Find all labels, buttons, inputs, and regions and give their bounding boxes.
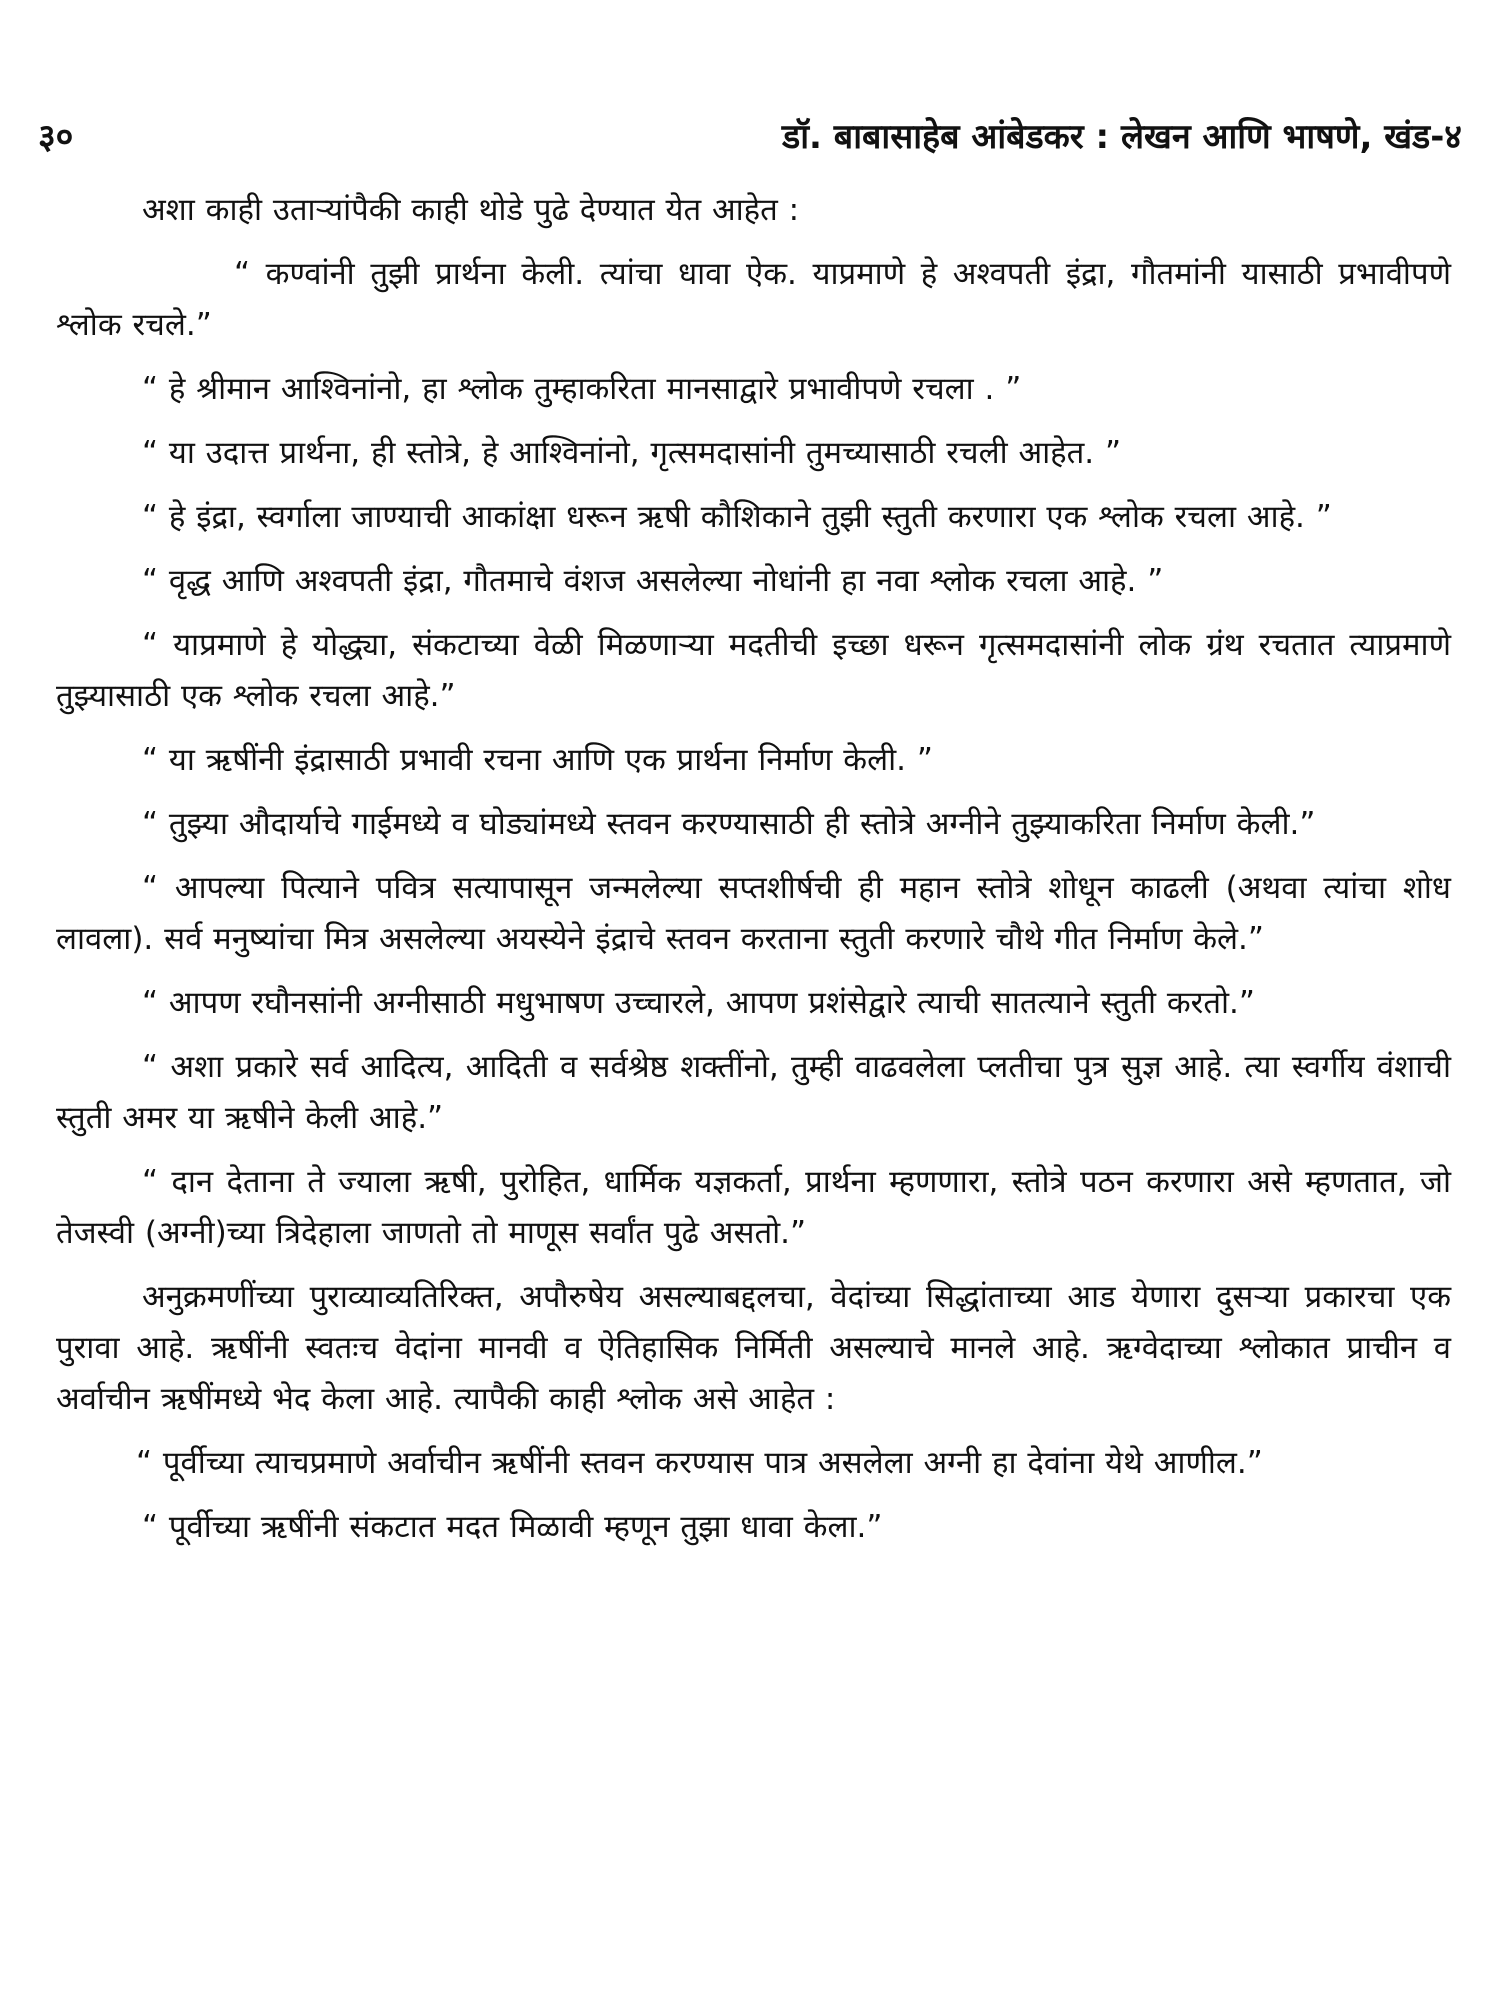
quote-paragraph: “ वृद्ध आणि अश्वपती इंद्रा, गौतमाचे वंशज असलेल्या नोधांनी हा नवा श्लोक रचला आहे. ” xyxy=(142,563,1164,599)
quote-paragraph: “ हे इंद्रा, स्वर्गाला जाण्याची आकांक्षा धरून ऋषी कौशिकाने तुझी स्तुती करणारा एक श्लोक रचला आहे. ” xyxy=(142,499,1332,535)
quote-paragraph: “ आपल्या पित्याने पवित्र सत्यापासून जन्मलेल्या सप्तशीर्षची ही महान स्तोत्रे शोधून काढली (अथवा त्यांचा शोध लावला). सर्व मनुष्यांचा मित्र असलेल्या अयस्येने इंद्राचे स्तवन करताना स्तुती करणारे चौथे गीत निर्माण केले.” xyxy=(56,870,1451,957)
quote-paragraph: “ या ऋषींनी इंद्रासाठी प्रभावी रचना आणि एक प्रार्थना निर्माण केली. ” xyxy=(142,742,933,778)
page-number: ३० xyxy=(38,117,74,157)
quote-paragraph: “ अशा प्रकारे सर्व आदित्य, आदिती व सर्वश्रेष्ठ शक्तींनो, तुम्ही वाढवलेला प्लतीचा पुत्र सुज्ञ आहे. त्या स्वर्गीय वंशाची स्तुती अमर या ऋषीने केली आहे.” xyxy=(56,1049,1451,1136)
running-title: डॉ. बाबासाहेब आंबेडकर : लेखन आणि भाषणे, खंड-४ xyxy=(782,117,1462,157)
quote-paragraph: “ कण्वांनी तुझी प्रार्थना केली. त्यांचा धावा ऐक. याप्रमाणे हे अश्वपती इंद्रा, गौतमांनी यासाठी प्रभावीपणे श्लोक रचले.” xyxy=(56,256,1451,343)
quote-paragraph: “ याप्रमाणे हे योद्ध्या, संकटाच्या वेळी मिळणाऱ्या मदतीची इच्छा धरून गृत्समदासांनी लोक ग्रंथ रचतात त्याप्रमाणे तुझ्यासाठी एक श्लोक रचला आहे.” xyxy=(56,627,1451,714)
quote-paragraph: “ आपण रघौनसांनी अग्नीसाठी मधुभाषण उच्चारले, आपण प्रशंसेद्वारे त्याची सातत्याने स्तुती करतो.” xyxy=(142,985,1255,1021)
quote-paragraph: “ या उदात्त प्रार्थना, ही स्तोत्रे, हे आश्विनांनो, गृत्समदासांनी तुमच्यासाठी रचली आहेत. ” xyxy=(142,435,1122,471)
quote-paragraph: “ पूर्वीच्या ऋषींनी संकटात मदत मिळावी म्हणून तुझा धावा केला.” xyxy=(142,1509,883,1545)
quote-paragraph: “ तुझ्या औदार्याचे गाईमध्ये व घोड्यांमध्ये स्तवन करण्यासाठी ही स्तोत्रे अग्नीने तुझ्याकरिता निर्माण केली.” xyxy=(142,806,1316,842)
page-header xyxy=(38,112,1462,162)
body-text xyxy=(56,185,1451,1566)
quote-paragraph: “ हे श्रीमान आश्विनांनो, हा श्लोक तुम्हाकरिता मानसाद्वारे प्रभावीपणे रचला . ” xyxy=(142,371,1022,407)
quote-paragraph: “ पूर्वीच्या त्याचप्रमाणे अर्वाचीन ऋषींनी स्तवन करण्यास पात्र असलेला अग्नी हा देवांना येथे आणील.” xyxy=(136,1445,1263,1481)
intro-paragraph: अशा काही उताऱ्यांपैकी काही थोडे पुढे देण्यात येत आहेत : xyxy=(142,192,800,228)
body-paragraph: अनुक्रमणींच्या पुराव्याव्यतिरिक्त, अपौरुषेय असल्याबद्दलचा, वेदांच्या सिद्धांताच्या आड येणारा दुसऱ्या प्रकारचा एक पुरावा आहे. ऋषींनी स्वतःच वेदांना मानवी व ऐतिहासिक निर्मिती असल्याचे मानले आहे. ऋग्वेदाच्या श्लोकात प्राचीन व अर्वाचीन ऋषींमध्ये भेद केला आहे. त्यापैकी काही श्लोक असे आहेत : xyxy=(56,1279,1451,1417)
quote-paragraph: “ दान देताना ते ज्याला ऋषी, पुरोहित, धार्मिक यज्ञकर्ता, प्रार्थना म्हणणारा, स्तोत्रे पठन करणारा असे म्हणतात, जो तेजस्वी (अग्नी)च्या त्रिदेहाला जाणतो तो माणूस सर्वांत पुढे असतो.” xyxy=(56,1164,1451,1251)
